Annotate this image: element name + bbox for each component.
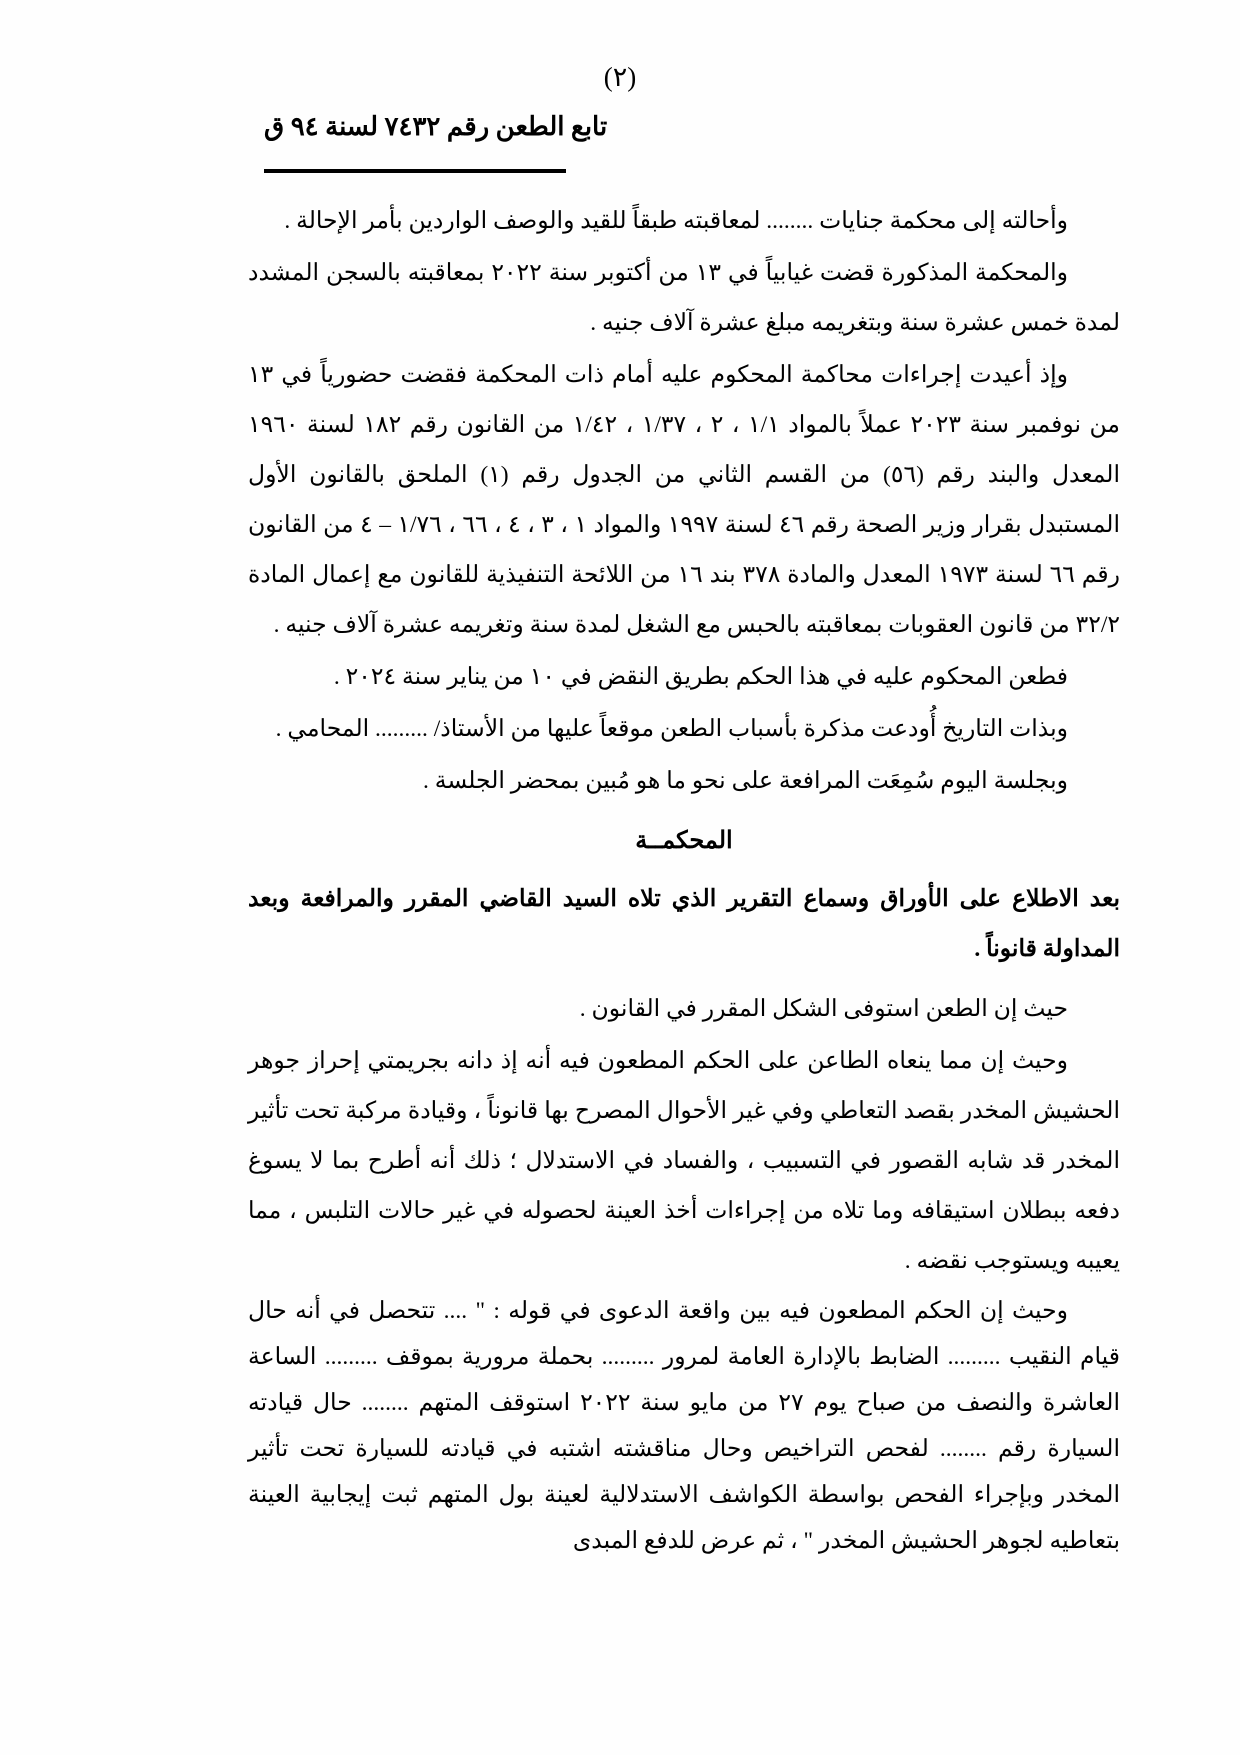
header-divider [264,169,566,173]
paragraph-9: وحيث إن الحكم المطعون فيه بين واقعة الدعوى في قوله : " .... تتحصل في أنه حال قيام النقيب ......... الضابط بالإدارة العامة لمرور ......... بحملة مرورية بموقف ......... الساعة العاشرة والنصف من صباح يوم ٢٧ من مايو سنة ٢٠٢٢ استوقف المتهم ........ حال قيادته السيارة رقم ........ لفحص التراخيص وحال مناقشته اشتبه في قيادته للسيارة تحت تأثير المخدر وبإجراء الفحص بواسطة الكواشف الاستدلالية لعينة بول المتهم ثبت إيجابية العينة بتعاطيه لجوهر الحشيش المخدر " ، ثم عرض للدفع المبدى [248,1298,1120,1554]
page-number: (٢) [603,62,637,92]
court-heading: المحكمــة [635,828,733,854]
paragraph-2: والمحكمة المذكورة قضت غيابياً في ١٣ من أكتوبر سنة ٢٠٢٢ بمعاقبته بالسجن المشدد لمدة خمس عشرة سنة وبتغريمه مبلغ عشرة آلاف جنيه . [248,260,1120,336]
deliberation-statement: بعد الاطلاع على الأوراق وسماع التقرير الذي تلاه السيد القاضي المقرر والمرافعة وبعد المداولة قانوناً . [248,886,1120,962]
paragraph-1: وأحالته إلى محكمة جنايات ........ لمعاقبته طبقاً للقيد والوصف الواردين بأمر الإحالة . [284,208,1068,234]
paragraph-7: حيث إن الطعن استوفى الشكل المقرر في القانون . [579,996,1068,1022]
paragraph-5: وبذات التاريخ أُودعت مذكرة بأسباب الطعن موقعاً عليها من الأستاذ/ ......... المحامي . [275,716,1068,742]
document-header [262,112,1122,173]
document-body [248,196,1120,1568]
header-title: تابع الطعن رقم ٧٤٣٢ لسنة ٩٤ ق [264,112,608,141]
paragraph-6: وبجلسة اليوم سُمِعَت المرافعة على نحو ما هو مُبين بمحضر الجلسة . [422,768,1068,794]
paragraph-3: وإذ أعيدت إجراءات محاكمة المحكوم عليه أمام ذات المحكمة فقضت حضورياً في ١٣ من نوفمبر سنة ٢٠٢٣ عملاً بالمواد ١/١ ، ٢ ، ١/٣٧ ، ١/٤٢ من القانون رقم ١٨٢ لسنة ١٩٦٠ المعدل والبند رقم (٥٦) من القسم الثاني من الجدول رقم (١) الملحق بالقانون الأول المستبدل بقرار وزير الصحة رقم ٤٦ لسنة ١٩٩٧ والمواد ١ ، ٣ ، ٤ ، ٦٦ ، ١/٧٦ – ٤ من القانون رقم ٦٦ لسنة ١٩٧٣ المعدل والمادة ٣٧٨ بند ١٦ من اللائحة التنفيذية للقانون مع إعمال المادة ٣٢/٢ من قانون العقوبات بمعاقبته بالحبس مع الشغل لمدة سنة وتغريمه عشرة آلاف جنيه . [248,362,1120,638]
paragraph-8: وحيث إن مما ينعاه الطاعن على الحكم المطعون فيه أنه إذ دانه بجريمتي إحراز جوهر الحشيش المخدر بقصد التعاطي وفي غير الأحوال المصرح بها قانوناً ، وقيادة مركبة تحت تأثير المخدر قد شابه القصور في التسبيب ، والفساد في الاستدلال ؛ ذلك أنه أطرح بما لا يسوغ دفعه ببطلان استيقافه وما تلاه من إجراءات أخذ العينة لحصوله في غير حالات التلبس ، مما يعيبه ويستوجب نقضه . [248,1048,1120,1274]
paragraph-4: فطعن المحكوم عليه في هذا الحكم بطريق النقض في ١٠ من يناير سنة ٢٠٢٤ . [333,664,1068,690]
